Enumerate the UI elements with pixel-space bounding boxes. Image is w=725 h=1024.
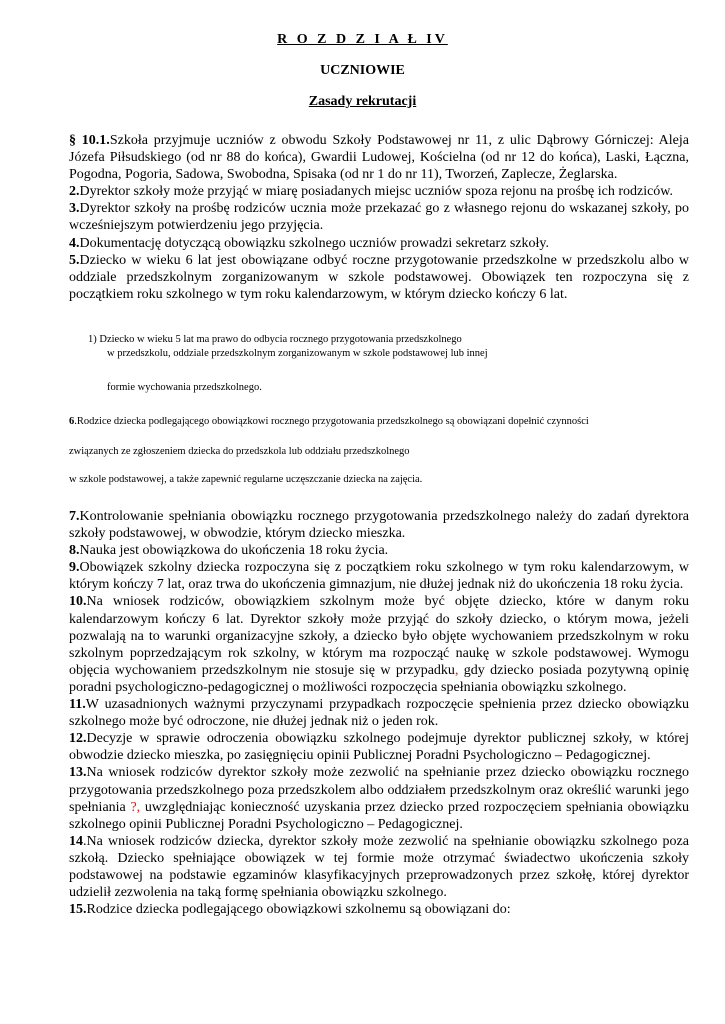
paragraph-6-line-3: w szkole podstawowej, a także zapewnić regularne uczęszczanie dziecka na zajęcia. [69,474,423,485]
paragraph-14: 14.Na wniosek rodziców dziecka, dyrektor szkoły może zezwolić na spełnianie obowiązku szkolnego poza szkołą. Dziecko spełniające obowiązek w tej formie może otrzymać świadectwo ukończenia szkoły podstawowej na podstawie egzaminów klasyfikacyjnych przeprowadzonych przez szkołę, której dyrektor udzielił zezwolenia na taką formę spełniania obowiązku szkolnego. [69,833,689,901]
paragraph-10-1: § 10.1.Szkoła przyjmuje uczniów z obwodu Szkoły Podstawowej nr 11, z ulic Dąbrowy Górniczej: Aleja Józefa Piłsudskiego (od nr 88 do końca), Gwardii Ludowej, Kościelna (od nr 12 do końca), Laski, Łączna, Pogodna, Pogoria, Sadowa, Swobodna, Spisaka (od nr 1 do nr 11), Tworzeń, Zaplecze, Żeglarska. [69,133,689,183]
paragraph-12: 12.Decyzje w sprawie odroczenia obowiązku szkolnego podejmuje dyrektor publicznej szkoły, w której obwodzie dziecko mieszka, po zasięgnięciu opinii Publicznej Poradni Psychologiczno – Pedagogicznej. [69,731,689,764]
chapter-subtitle: UCZNIOWIE [320,63,405,78]
paragraph-5: 5.Dziecko w wieku 6 lat jest obowiązane odbyć roczne przygotowanie przedszkolne w przedszkolu albo w oddziale przedszkolnym zorganizowanym w szkole podstawowej. Obowiązek ten rozpoczyna się z początkiem roku szkolnego w tym roku kalendarzowym, w którym dziecko kończy 6 lat. [69,252,689,302]
paragraph-7: 7.Kontrolowanie spełniania obowiązku rocznego przygotowania przedszkolnego należy do zadań dyrektora szkoły podstawowej, w obwodzie, którym dziecko mieszka. [69,509,689,542]
paragraph-11: 11.W uzasadnionych ważnymi przyczynami przypadkach rozpoczęcie spełnienia przez dziecko obowiązku szkolnego może być odroczone, nie dłużej jednak niż o jeden rok. [69,697,689,730]
paragraphs-bottom [69,508,689,918]
paragraph-4: 4.Dokumentację dotyczącą obowiązku szkolnego uczniów prowadzi sekretarz szkoły. [69,235,549,251]
subpoint-line-2: w przedszkolu, oddziale przedszkolnym zorganizowanym w szkole podstawowej lub innej [107,348,488,359]
chapter-title: R O Z D Z I A Ł IV [277,32,448,47]
paragraph-2: 2.Dyrektor szkoły może przyjąć w miarę posiadanych miejsc uczniów spoza rejonu na prośbę ich rodziców. [69,184,673,200]
paragraph-15: 15.Rodzice dziecka podlegającego obowiązkowi szkolnemu są obowiązani do: [69,902,511,918]
paragraph-9: 9.Obowiązek szkolny dziecka rozpoczyna się z początkiem roku szkolnego w tym roku kalendarzowym, w którym kończy 7 lat, oraz trwa do ukończenia gimnazjum, nie dłużej jednak niż do ukończenia 18 roku życia. [69,560,689,593]
paragraphs-top [69,132,689,303]
subpoint-line-3: formie wychowania przedszkolnego. [107,382,262,393]
paragraph-6-line-1: 6.Rodzice dziecka podlegającego obowiązkowi rocznego przygotowania przedszkolnego są obowiązani dopełnić czynności [69,416,589,427]
paragraph-8: 8.Nauka jest obowiązkowa do ukończenia 18 roku życia. [69,543,389,559]
subpoint-line-1: 1) Dziecko w wieku 5 lat ma prawo do odbycia rocznego przygotowania przedszkolnego [88,334,462,345]
paragraph-3: 3.Dyrektor szkoły na prośbę rodziców ucznia może przekazać go z własnego rejonu do wskazanej szkoły, po wcześniejszym potwierdzeniu jego przyjęcia. [69,201,689,234]
paragraph-10: 10.Na wniosek rodziców, obowiązkiem szkolnym może być objęte dziecko, które w danym roku kalendarzowym kończy 6 lat. Dyrektor szkoły może przyjąć do szkoły dziecko, o którym mowa, jeżeli pozwalają na to warunki organizacyjne szkoły, a dziecko było objęte wychowaniem przedszkolnym w roku szkolnym poprzedzającym rok szkolny, w którym ma rozpocząć naukę w szkole podstawowej. Wymogu objęcia wychowaniem przedszkolnym nie stosuje się w przypadku, gdy dziecko posiada pozytywną opinię poradni psychologiczno-pedagogicznej o możliwości rozpoczęcia spełniania obowiązku szkolnego. [69,594,690,695]
section-title: Zasady rekrutacji [308,94,417,109]
paragraph-6-line-2: związanych ze zgłoszeniem dziecka do przedszkola lub oddziału przedszkolnego [69,446,410,457]
paragraph-13: 13.Na wniosek rodziców dyrektor szkoły może zezwolić na spełnianie przez dziecko obowiązku rocznego przygotowania przedszkolnego poza przedszkolem albo oddziałem przedszkolnym oraz określić warunki jego spełniania ?, uwzględniając konieczność uzyskania przez dziecko przed rozpoczęciem spełniania obowiązku szkolnego opinii Publicznej Poradni Psychologiczno – Pedagogicznej. [69,765,690,832]
